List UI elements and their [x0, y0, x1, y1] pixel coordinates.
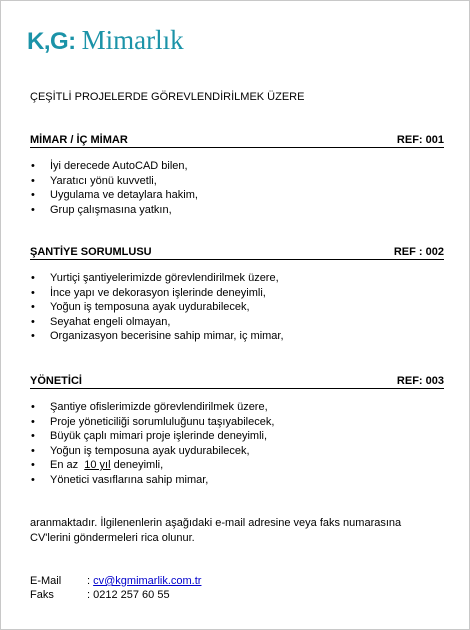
- section-header: [30, 133, 444, 148]
- section-manager: [30, 374, 444, 487]
- experience-years: 10 yıl: [84, 459, 111, 471]
- list-item-text: Seyahat engeli olmayan,: [50, 315, 171, 328]
- bullet: •: [31, 430, 35, 442]
- contact-fax-row: [30, 588, 170, 602]
- list-item-text: Şantiye ofislerimizde görevlendirilmek üzere,: [50, 401, 268, 413]
- bullet: •: [31, 444, 35, 457]
- list-item: [30, 329, 444, 344]
- list-item: [30, 458, 444, 473]
- section-ref: REF: 001: [396, 134, 444, 146]
- section-title: ŞANTİYE SORUMLUSU: [30, 246, 152, 258]
- list-item: [30, 429, 444, 444]
- list-item-text: Uygulama ve detaylara hakim,: [50, 189, 198, 201]
- list-item-text: Proje yöneticiliği sorumluluğunu taşıyabilecek,: [50, 415, 275, 428]
- bullet: •: [31, 301, 35, 313]
- list-item: [30, 400, 444, 415]
- list-item: [30, 444, 444, 459]
- requirements-list: [30, 271, 444, 344]
- list-item-text: Yönetici vasıflarına sahip mimar,: [50, 473, 209, 486]
- list-item: [30, 473, 444, 488]
- list-item-text: Yurtiçi şantiyelerimizde görevlendirilmek üzere,: [50, 272, 279, 284]
- bullet: •: [31, 189, 35, 201]
- section-site-manager: [30, 245, 444, 344]
- requirements-list: [30, 400, 444, 487]
- email-separator: :: [87, 575, 94, 587]
- logo-mark: K,G:: [27, 28, 76, 55]
- section-header: [30, 374, 444, 389]
- bullet: •: [31, 174, 35, 187]
- list-item: [30, 188, 444, 203]
- company-logo: [27, 25, 184, 60]
- list-item: [30, 271, 444, 286]
- bullet: •: [31, 203, 35, 216]
- closing-paragraph: aranmaktadır. İlgilenenlerin aşağıdaki e-mail adresine veya faks numarasına CV'lerini göndermeleri rica olunur.: [30, 517, 402, 544]
- bullet: •: [31, 315, 35, 328]
- bullet: •: [31, 415, 35, 428]
- bullet: •: [31, 286, 35, 299]
- list-item-text: İyi derecede AutoCAD bilen,: [50, 160, 188, 172]
- list-item-text: Yaratıcı yönü kuvvetli,: [50, 174, 157, 187]
- email-link[interactable]: cv@kgmimarlik.com.tr: [93, 575, 202, 587]
- list-item-text: Organizasyon becerisine sahip mimar, iç mimar,: [50, 330, 284, 342]
- list-item-text: Büyük çaplı mimari proje işlerinde deneyimli,: [50, 430, 268, 442]
- experience-suffix: deneyimli,: [113, 459, 164, 471]
- section-ref: REF: 003: [396, 375, 444, 387]
- list-item: [30, 300, 444, 315]
- bullet: •: [31, 401, 35, 413]
- section-architect: [30, 133, 444, 217]
- logo-wordmark: Mimarlık: [81, 25, 184, 55]
- list-item-text: Yoğun iş temposuna ayak uydurabilecek,: [50, 301, 250, 313]
- bullet: •: [31, 473, 35, 486]
- fax-number: : 0212 257 60 55: [87, 589, 170, 601]
- bullet: •: [31, 330, 35, 342]
- bullet: •: [31, 272, 35, 284]
- list-item-text: En az: [50, 459, 79, 471]
- contact-email-row: [30, 574, 201, 588]
- section-title: YÖNETİCİ: [30, 375, 82, 387]
- list-item: [30, 315, 444, 330]
- section-ref: REF : 002: [393, 246, 444, 258]
- intro-text: ÇEŞİTLİ PROJELERDE GÖREVLENDİRİLMEK ÜZERE: [30, 91, 305, 103]
- list-item: [30, 159, 444, 174]
- email-label: E-Mail: [30, 575, 62, 587]
- list-item: [30, 286, 444, 301]
- section-header: [30, 245, 444, 260]
- section-title: MİMAR / İÇ MİMAR: [30, 134, 128, 146]
- list-item: [30, 174, 444, 189]
- bullet: •: [31, 160, 35, 172]
- fax-label: Faks: [30, 589, 54, 601]
- list-item: [30, 415, 444, 430]
- list-item-text: İnce yapı ve dekorasyon işlerinde deneyimli,: [50, 286, 266, 299]
- list-item: [30, 203, 444, 218]
- requirements-list: [30, 159, 444, 217]
- list-item-text: Grup çalışmasına yatkın,: [50, 203, 172, 216]
- list-item-text: Yoğun iş temposuna ayak uydurabilecek,: [50, 444, 250, 457]
- bullet: •: [31, 459, 35, 471]
